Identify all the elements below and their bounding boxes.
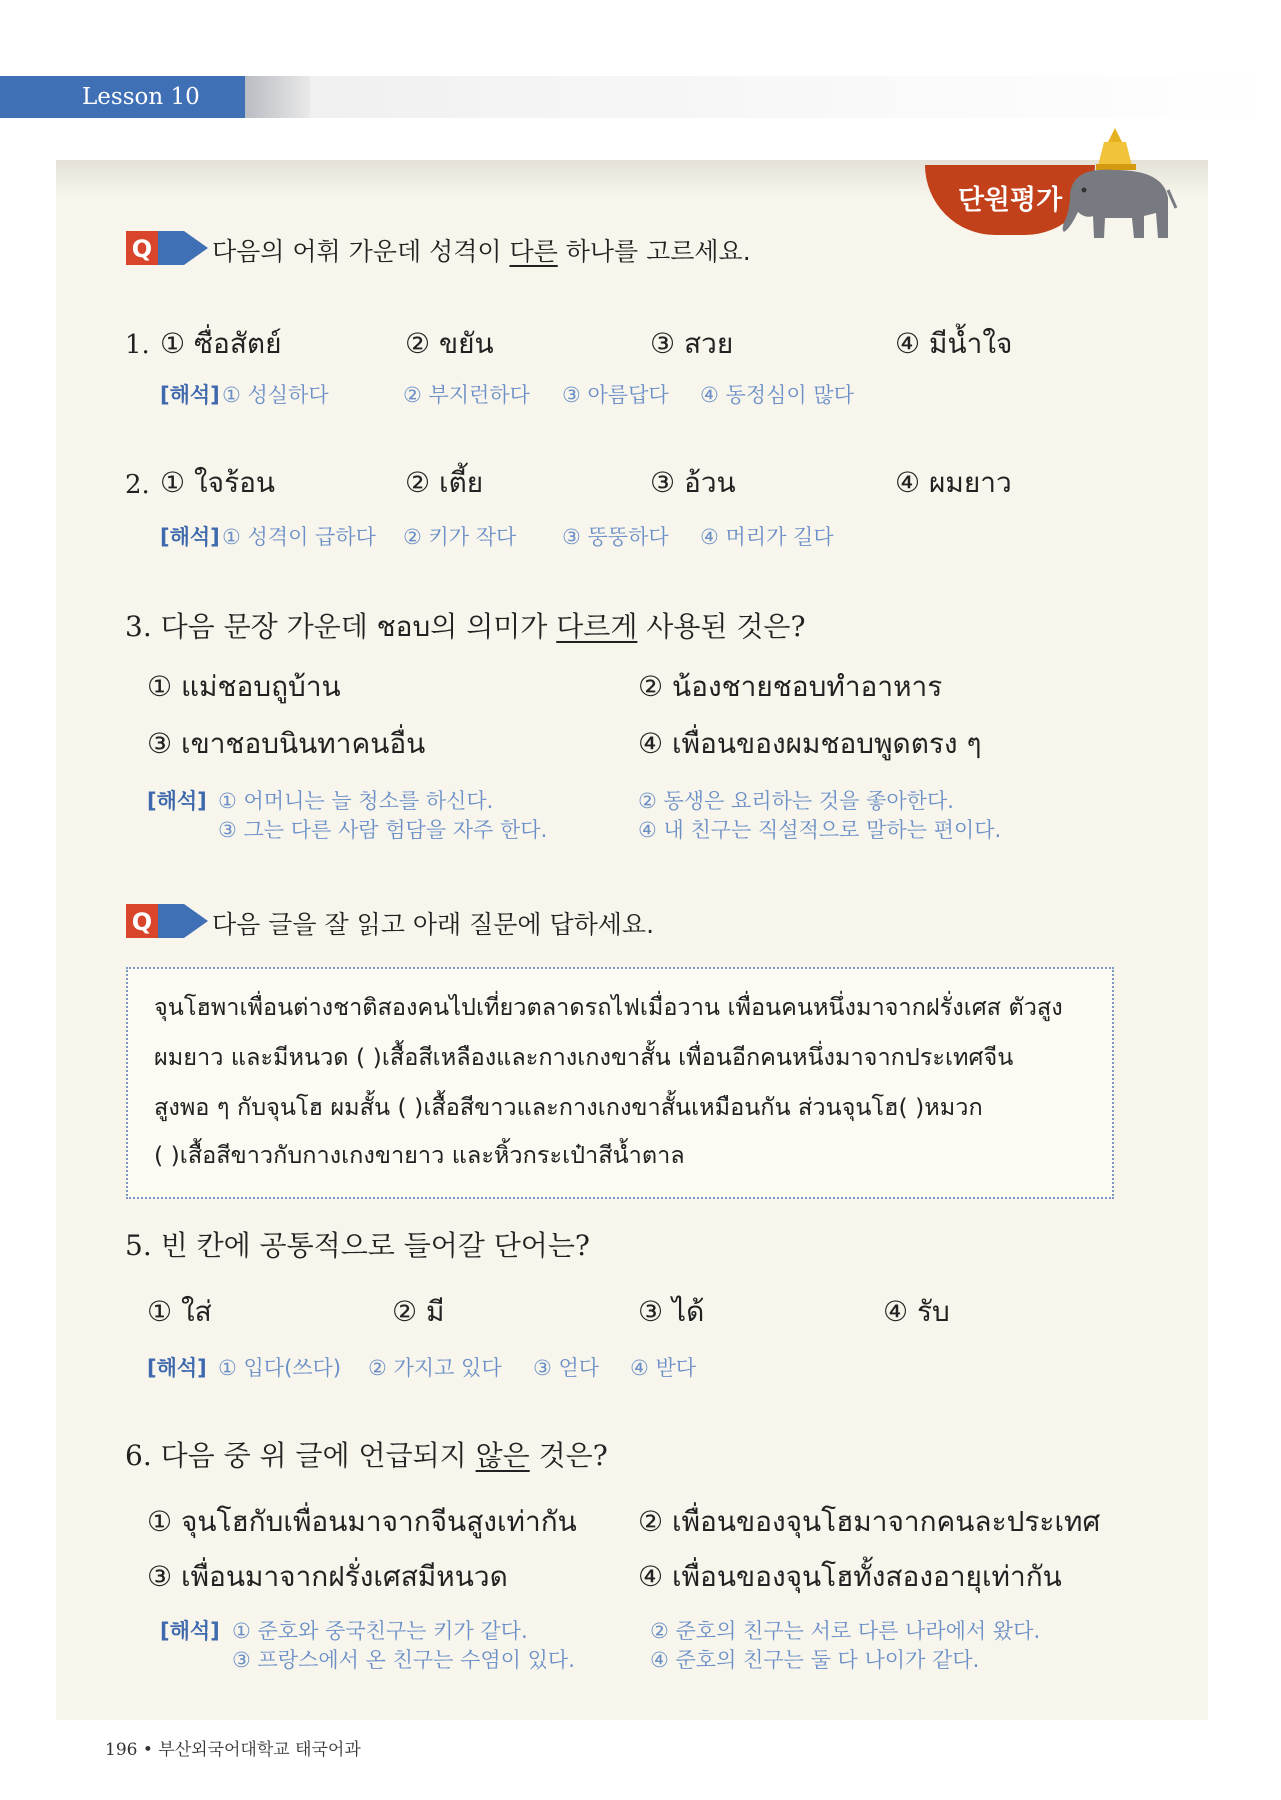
q2-translation-4: ④ 머리가 길다 <box>700 525 834 549</box>
reading-passage <box>126 967 1114 1199</box>
q1-translation-4: ④ 동정심이 많다 <box>700 383 854 407</box>
q2-option-3[interactable]: ③ อ้วน <box>650 466 736 499</box>
q6-text-end: 것은? <box>529 1439 608 1472</box>
q5-option-2[interactable]: ② มี <box>392 1295 445 1328</box>
q1-option-1[interactable]: ① ซื่อสัตย์ <box>160 327 282 360</box>
page-footer <box>105 1735 361 1760</box>
q6-translation-4: ④ 준호의 친구는 둘 다 나이가 같다. <box>650 1648 980 1672</box>
q1-translation-2: ② 부지런하다 <box>403 383 530 407</box>
section-1-title-underlined: 다른 <box>509 237 558 266</box>
question-icon <box>126 904 208 938</box>
svg-text:Q: Q <box>131 908 153 936</box>
q1-option-4[interactable]: ④ มีน้ำใจ <box>895 327 1013 360</box>
q2-translation-2: ② 키가 작다 <box>403 525 517 549</box>
q1-translation-3: ③ 아름답다 <box>562 383 669 407</box>
q2-translation-3: ③ 뚱뚱하다 <box>562 525 669 549</box>
question-2-number: 2. <box>125 470 150 500</box>
q3-translation-3: ③ 그는 다른 사람 험담을 자주 한다. <box>218 818 548 842</box>
section-1-title-text: 다음의 어휘 가운데 성격이 <box>212 237 510 266</box>
passage-line: ( )เสื้อสีขาวกับกางเกงขายาว และหิ้วกระเป๋าสีน้ำตาล <box>154 1141 685 1169</box>
q5-translation-4: ④ 받다 <box>630 1356 697 1380</box>
question-icon <box>126 231 208 265</box>
q6-translation-2: ② 준호의 친구는 서로 다른 나라에서 왔다. <box>650 1619 1041 1643</box>
section-1-title <box>212 232 751 268</box>
q3-text-underlined: 다르게 <box>556 610 638 643</box>
q2-option-4[interactable]: ④ ผมยาว <box>895 466 1012 499</box>
question-1-number: 1. <box>125 330 150 360</box>
q5-translation-2: ② 가지고 있다 <box>368 1356 502 1380</box>
q3-option-1[interactable]: ① แม่ชอบถูบ้าน <box>147 670 341 703</box>
q3-translation-1: ① 어머니는 늘 청소를 하신다. <box>218 789 494 813</box>
q5-translation-1: ① 입다(쓰다) <box>218 1356 342 1380</box>
footer-text: 부산외국어대학교 태국어과 <box>158 1740 361 1760</box>
q2-option-2[interactable]: ② เตี้ย <box>405 466 484 499</box>
q6-translation-label: [해석] <box>160 1619 220 1643</box>
q6-option-3[interactable]: ③ เพื่อนมาจากฝรั่งเศสมีหนวด <box>147 1560 508 1593</box>
q3-translation-2: ② 동생은 요리하는 것을 좋아한다. <box>638 789 954 813</box>
q2-translation-label: [해석] <box>160 525 220 549</box>
q2-translation-1: ① 성격이 급하다 <box>222 525 376 549</box>
section-1-title-end: 하나를 고르세요. <box>557 237 751 266</box>
q6-translation-3: ③ 프랑스에서 온 친구는 수염이 있다. <box>232 1648 575 1672</box>
q3-text-end: 사용된 것은? <box>637 610 806 643</box>
lesson-tab-shadow <box>245 76 310 118</box>
q6-text-start: 6. 다음 중 위 글에 언급되지 <box>125 1439 476 1472</box>
unit-evaluation-badge: 단원평가 <box>925 165 1095 235</box>
q5-translation-3: ③ 얻다 <box>533 1356 600 1380</box>
q3-text-start: 3. 다음 문장 가운데 ชอบ의 의미가 <box>125 610 557 643</box>
question-5-text: 5. 빈 칸에 공통적으로 들어갈 단어는? <box>125 1229 590 1262</box>
question-3-text <box>125 605 805 649</box>
q2-option-1[interactable]: ① ใจร้อน <box>160 466 276 499</box>
q6-text-underlined: 않은 <box>475 1439 530 1472</box>
q3-option-3[interactable]: ③ เขาชอบนินทาคนอื่น <box>147 727 426 760</box>
q3-translation-4: ④ 내 친구는 직설적으로 말하는 편이다. <box>638 818 1002 842</box>
page-number: 196 <box>105 1740 138 1760</box>
q1-option-3[interactable]: ③ สวย <box>650 327 734 360</box>
q6-option-1[interactable]: ① จุนโฮกับเพื่อนมาจากจีนสูงเท่ากัน <box>147 1505 577 1538</box>
passage-line: ผมยาว และมีหนวด ( )เสื้อสีเหลืองและกางเกงขาสั้น เพื่อนอีกคนหนึ่งมาจากประเทศจีน <box>154 1043 1014 1071</box>
q5-translation-label: [해석] <box>147 1356 207 1380</box>
question-6-text <box>125 1434 608 1474</box>
q3-translation-label: [해석] <box>147 789 207 813</box>
q1-option-2[interactable]: ② ขยัน <box>405 327 494 360</box>
lesson-tab: Lesson 10 <box>0 76 245 118</box>
q6-translation-1: ① 준호와 중국친구는 키가 같다. <box>232 1619 528 1643</box>
q3-option-4[interactable]: ④ เพื่อนของผมชอบพูดตรง ๆ <box>638 727 982 760</box>
section-2-title: 다음 글을 잘 읽고 아래 질문에 답하세요. <box>212 910 655 939</box>
q5-option-3[interactable]: ③ ได้ <box>638 1295 705 1328</box>
q6-option-2[interactable]: ② เพื่อนของจุนโฮมาจากคนละประเทศ <box>638 1505 1101 1538</box>
elephant-icon <box>1060 128 1180 246</box>
svg-text:Q: Q <box>131 235 153 263</box>
q5-option-1[interactable]: ① ใส่ <box>147 1295 212 1328</box>
q6-option-4[interactable]: ④ เพื่อนของจุนโฮทั้งสองอายุเท่ากัน <box>638 1560 1062 1593</box>
footer-dot: • <box>142 1740 153 1760</box>
passage-line: จุนโฮพาเพื่อนต่างชาติสองคนไปเที่ยวตลาดรถไฟเมื่อวาน เพื่อนคนหนึ่งมาจากฝรั่งเศส ตัวสูง <box>154 993 1063 1021</box>
passage-line: สูงพอ ๆ กับจุนโฮ ผมสั้น ( )เสื้อสีขาวและกางเกงขาสั้นเหมือนกัน ส่วนจุนโฮ( )หมวก <box>154 1093 983 1121</box>
q1-translation-label: [해석] <box>160 383 220 407</box>
q1-translation-1: ① 성실하다 <box>222 383 329 407</box>
q3-option-2[interactable]: ② น้องชายชอบทำอาหาร <box>638 670 943 703</box>
q5-option-4[interactable]: ④ รับ <box>883 1295 950 1328</box>
